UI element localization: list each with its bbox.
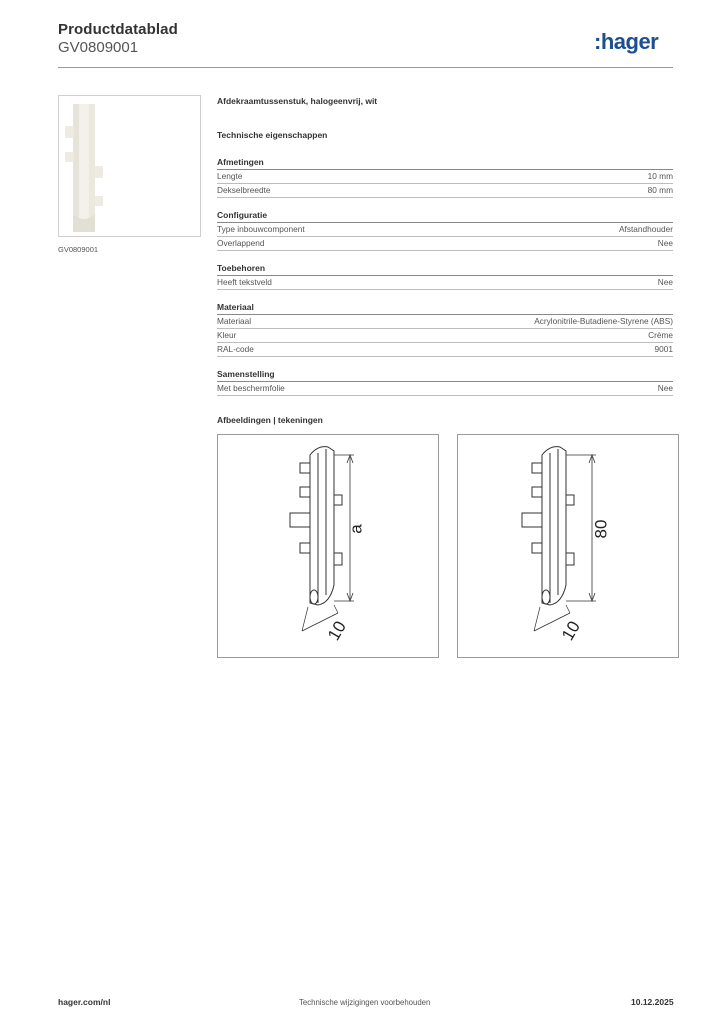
technical-heading: Technische eigenschappen bbox=[217, 130, 328, 140]
spec-value: 10 mm bbox=[647, 171, 673, 181]
group-title: Afmetingen bbox=[217, 157, 673, 170]
spec-row bbox=[217, 223, 673, 237]
group-title: Samenstelling bbox=[217, 369, 673, 382]
dimension-width-label: 10 bbox=[324, 617, 350, 644]
dimension-height-label: a bbox=[346, 524, 366, 534]
group-title: Materiaal bbox=[217, 302, 673, 315]
spec-row bbox=[217, 315, 673, 329]
page-title: Productdatablad bbox=[58, 21, 178, 38]
spec-row bbox=[217, 329, 673, 343]
spec-row bbox=[217, 170, 673, 184]
group-toebehoren bbox=[217, 263, 673, 290]
header-divider bbox=[58, 67, 673, 68]
footer-date: 10.12.2025 bbox=[631, 997, 674, 1007]
technical-drawing-2 bbox=[457, 434, 679, 658]
spec-row bbox=[217, 184, 673, 198]
logo-mark: : bbox=[594, 29, 601, 54]
spec-label: Kleur bbox=[217, 330, 237, 340]
spec-value: Afstandhouder bbox=[619, 224, 673, 234]
spec-row bbox=[217, 276, 673, 290]
spec-value: 80 mm bbox=[647, 185, 673, 195]
spec-value: Crème bbox=[648, 330, 673, 340]
product-description: Afdekraamtussenstuk, halogeenvrij, wit bbox=[217, 96, 378, 106]
brand-logo bbox=[594, 29, 658, 55]
product-photo bbox=[59, 96, 200, 236]
group-materiaal bbox=[217, 302, 673, 357]
footer-notice: Technische wijzigingen voorbehouden bbox=[299, 998, 431, 1007]
spec-label: Materiaal bbox=[217, 316, 252, 326]
brand-name: hager bbox=[600, 29, 659, 54]
spec-label: Dekselbreedte bbox=[217, 185, 271, 195]
spec-label: Overlappend bbox=[217, 238, 265, 248]
spec-label: Type inbouwcomponent bbox=[217, 224, 305, 234]
footer-website-link[interactable]: hager.com/nl bbox=[58, 997, 111, 1007]
spec-label: Met beschermfolie bbox=[217, 383, 285, 393]
spec-value: Nee bbox=[657, 383, 673, 393]
image-caption: GV0809001 bbox=[58, 245, 99, 254]
spec-row bbox=[217, 343, 673, 357]
dimension-width-label: 10 bbox=[558, 617, 584, 644]
group-title: Toebehoren bbox=[217, 263, 673, 276]
spec-label: Lengte bbox=[217, 171, 243, 181]
dimension-height-label: 80 bbox=[591, 519, 611, 539]
spec-value: Nee bbox=[657, 277, 673, 287]
spec-value: Acrylonitrile-Butadiene-Styrene (ABS) bbox=[534, 316, 673, 326]
product-code: GV0809001 bbox=[58, 39, 139, 56]
group-afmetingen bbox=[217, 157, 673, 198]
drawings-heading: Afbeeldingen | tekeningen bbox=[217, 415, 323, 425]
spec-row bbox=[217, 237, 673, 251]
spec-row bbox=[217, 382, 673, 396]
group-title: Configuratie bbox=[217, 210, 673, 223]
group-configuratie bbox=[217, 210, 673, 251]
spec-value: 9001 bbox=[654, 344, 673, 354]
spec-label: RAL-code bbox=[217, 344, 254, 354]
technical-drawing-1 bbox=[217, 434, 439, 658]
group-samenstelling bbox=[217, 369, 673, 396]
part-outline bbox=[218, 435, 438, 657]
spec-label: Heeft tekstveld bbox=[217, 277, 272, 287]
product-image bbox=[58, 95, 201, 237]
spec-value: Nee bbox=[657, 238, 673, 248]
